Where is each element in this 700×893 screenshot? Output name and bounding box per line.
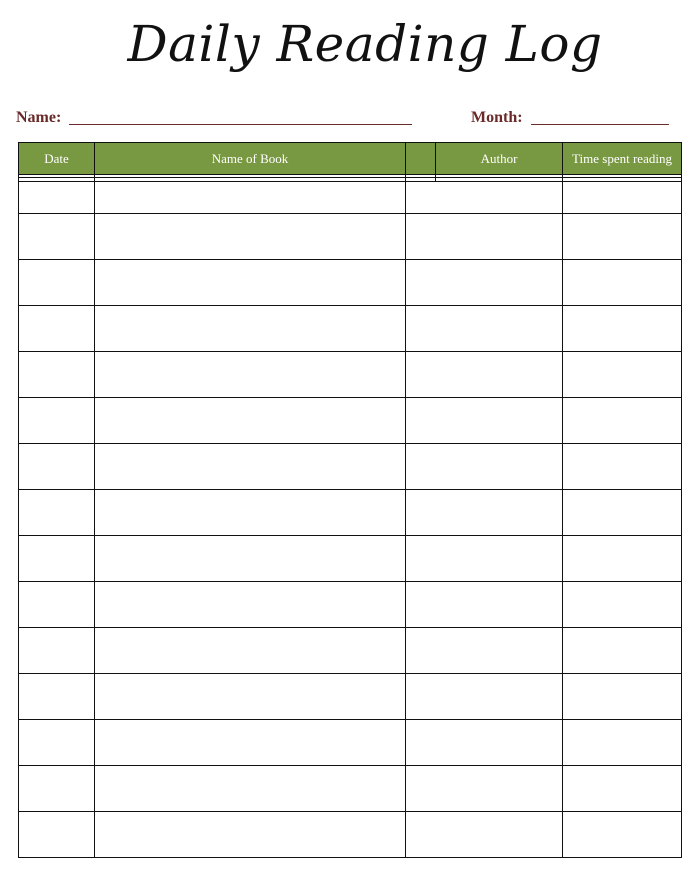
date-cell[interactable] — [19, 306, 95, 352]
log-row — [19, 766, 682, 812]
date-cell[interactable] — [19, 720, 95, 766]
time-spent-cell[interactable] — [563, 536, 682, 582]
book-name-column-header: Name of Book — [95, 143, 406, 175]
log-row — [19, 352, 682, 398]
log-row — [19, 214, 682, 260]
book-name-cell[interactable] — [95, 352, 406, 398]
author-cell[interactable] — [406, 766, 563, 812]
author-cell[interactable] — [406, 260, 563, 306]
book-name-cell[interactable] — [95, 260, 406, 306]
time-spent-cell[interactable] — [563, 720, 682, 766]
date-cell[interactable] — [19, 674, 95, 720]
time-spent-cell[interactable] — [563, 182, 682, 214]
time-spent-cell[interactable] — [563, 490, 682, 536]
author-cell[interactable] — [406, 582, 563, 628]
book-name-cell[interactable] — [95, 766, 406, 812]
name-label: Name: — [16, 109, 62, 126]
author-cell[interactable] — [406, 628, 563, 674]
book-name-cell[interactable] — [95, 536, 406, 582]
book-name-cell[interactable] — [95, 214, 406, 260]
book-name-cell[interactable] — [95, 306, 406, 352]
author-cell[interactable] — [406, 490, 563, 536]
time-spent-cell[interactable] — [563, 812, 682, 858]
date-cell[interactable] — [19, 628, 95, 674]
date-cell[interactable] — [19, 536, 95, 582]
time-spent-cell[interactable] — [563, 444, 682, 490]
date-cell[interactable] — [19, 444, 95, 490]
time-spent-cell[interactable] — [563, 214, 682, 260]
book-name-cell[interactable] — [95, 490, 406, 536]
time-spent-cell[interactable] — [563, 766, 682, 812]
time-spent-cell[interactable] — [563, 398, 682, 444]
log-row — [19, 720, 682, 766]
book-name-cell[interactable] — [95, 628, 406, 674]
author-cell[interactable] — [406, 214, 563, 260]
author-cell[interactable] — [406, 536, 563, 582]
page-title: Daily Reading Log — [127, 15, 603, 73]
date-cell[interactable] — [19, 766, 95, 812]
author-cell[interactable] — [406, 812, 563, 858]
date-cell[interactable] — [19, 214, 95, 260]
book-name-cell[interactable] — [95, 720, 406, 766]
time-spent-cell[interactable] — [563, 582, 682, 628]
log-row — [19, 306, 682, 352]
date-cell[interactable] — [19, 260, 95, 306]
date-cell[interactable] — [19, 352, 95, 398]
month-label: Month: — [471, 109, 523, 126]
author-cell[interactable] — [406, 306, 563, 352]
log-row — [19, 444, 682, 490]
book-name-cell[interactable] — [95, 812, 406, 858]
date-cell[interactable] — [19, 182, 95, 214]
author-cell[interactable] — [406, 674, 563, 720]
author-cell[interactable] — [406, 444, 563, 490]
time-spent-cell[interactable] — [563, 260, 682, 306]
book-name-cell[interactable] — [95, 674, 406, 720]
log-row — [19, 260, 682, 306]
author-cell[interactable] — [406, 182, 563, 214]
blank-column-header — [406, 143, 436, 175]
date-column-header: Date — [19, 143, 95, 175]
time-spent-cell[interactable] — [563, 628, 682, 674]
time-spent-cell[interactable] — [563, 352, 682, 398]
book-name-cell[interactable] — [95, 444, 406, 490]
book-name-cell[interactable] — [95, 398, 406, 444]
date-cell[interactable] — [19, 398, 95, 444]
log-row — [19, 812, 682, 858]
author-cell[interactable] — [406, 720, 563, 766]
log-row — [19, 182, 682, 214]
book-name-cell[interactable] — [95, 182, 406, 214]
header-row — [19, 143, 682, 175]
log-row — [19, 628, 682, 674]
log-row — [19, 536, 682, 582]
time-spent-column-header: Time spent reading — [563, 143, 682, 175]
month-field[interactable] — [531, 124, 669, 125]
author-column-header: Author — [436, 143, 563, 175]
log-row — [19, 674, 682, 720]
date-cell[interactable] — [19, 812, 95, 858]
reading-log-table — [18, 142, 682, 858]
log-row — [19, 582, 682, 628]
name-field[interactable] — [69, 124, 412, 125]
author-cell[interactable] — [406, 398, 563, 444]
date-cell[interactable] — [19, 582, 95, 628]
time-spent-cell[interactable] — [563, 674, 682, 720]
book-name-cell[interactable] — [95, 582, 406, 628]
log-row — [19, 398, 682, 444]
author-cell[interactable] — [406, 352, 563, 398]
log-row — [19, 490, 682, 536]
time-spent-cell[interactable] — [563, 306, 682, 352]
date-cell[interactable] — [19, 490, 95, 536]
